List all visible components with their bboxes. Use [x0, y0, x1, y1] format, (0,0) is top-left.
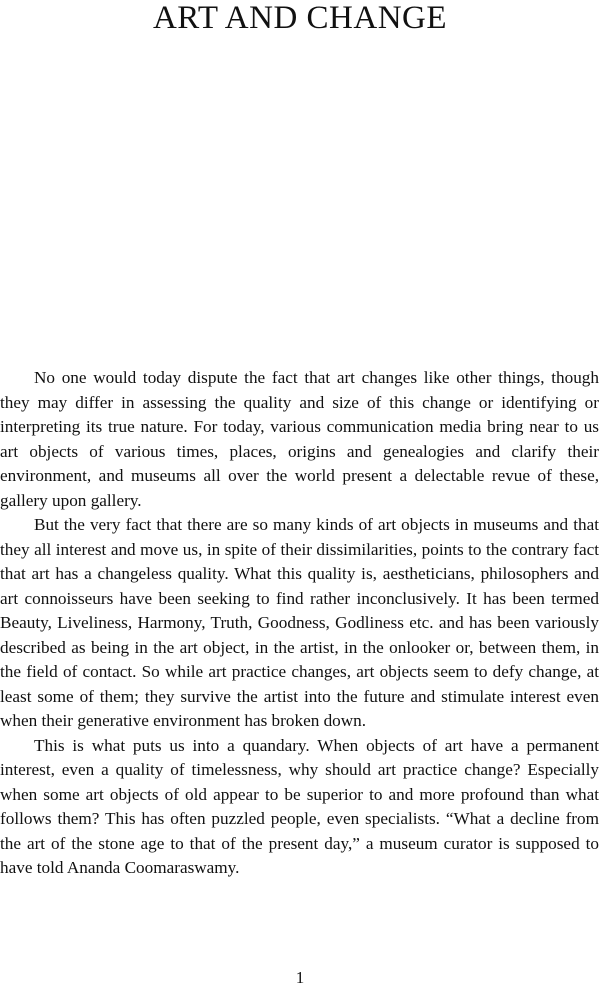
- page-number: 1: [295, 968, 305, 987]
- paragraph: But the very fact that there are so many kinds of art objects in museums and that they all interest and move us, in spite of their dissimilarities, points to the contrary fact that art has a changeless quality. What this quality is, aestheticians, philosophers and art connoisseurs have been seeking to find rather inconclusively. It has been termed Beauty, Liveliness, Harmony, Truth, Goodness, Godliness etc. and has been variously described as being in the art object, in the artist, in the onlooker or, between them, in the field of contact. So while art practice changes, art objects seem to defy change, at least some of them; they survive the artist into the future and stimulate interest even when their generative environment has broken down.: [0, 515, 599, 730]
- paragraph: This is what puts us into a quandary. When objects of art have a permanent interest, even a quality of timelessness, why should art practice change? Especially when some art objects of old appear to be superior to and more profound than what follows them? This has often puzzled people, even specialists. “What a decline from the art of the stone age to that of the present day,” a museum curator is supposed to have told Ananda Coomaraswamy.: [0, 735, 599, 877]
- chapter-title: ART AND CHANGE: [152, 0, 448, 36]
- body-text: [0, 366, 599, 881]
- paragraph: No one would today dispute the fact that art changes like other things, though they may differ in assessing the quality and size of this change or identifying or interpreting its true nature. For today, various communication media bring near to us art objects of various times, places, origins and genealogies and clarify their environment, and museums all over the world present a delectable revue of these, gallery upon gallery.: [0, 368, 599, 510]
